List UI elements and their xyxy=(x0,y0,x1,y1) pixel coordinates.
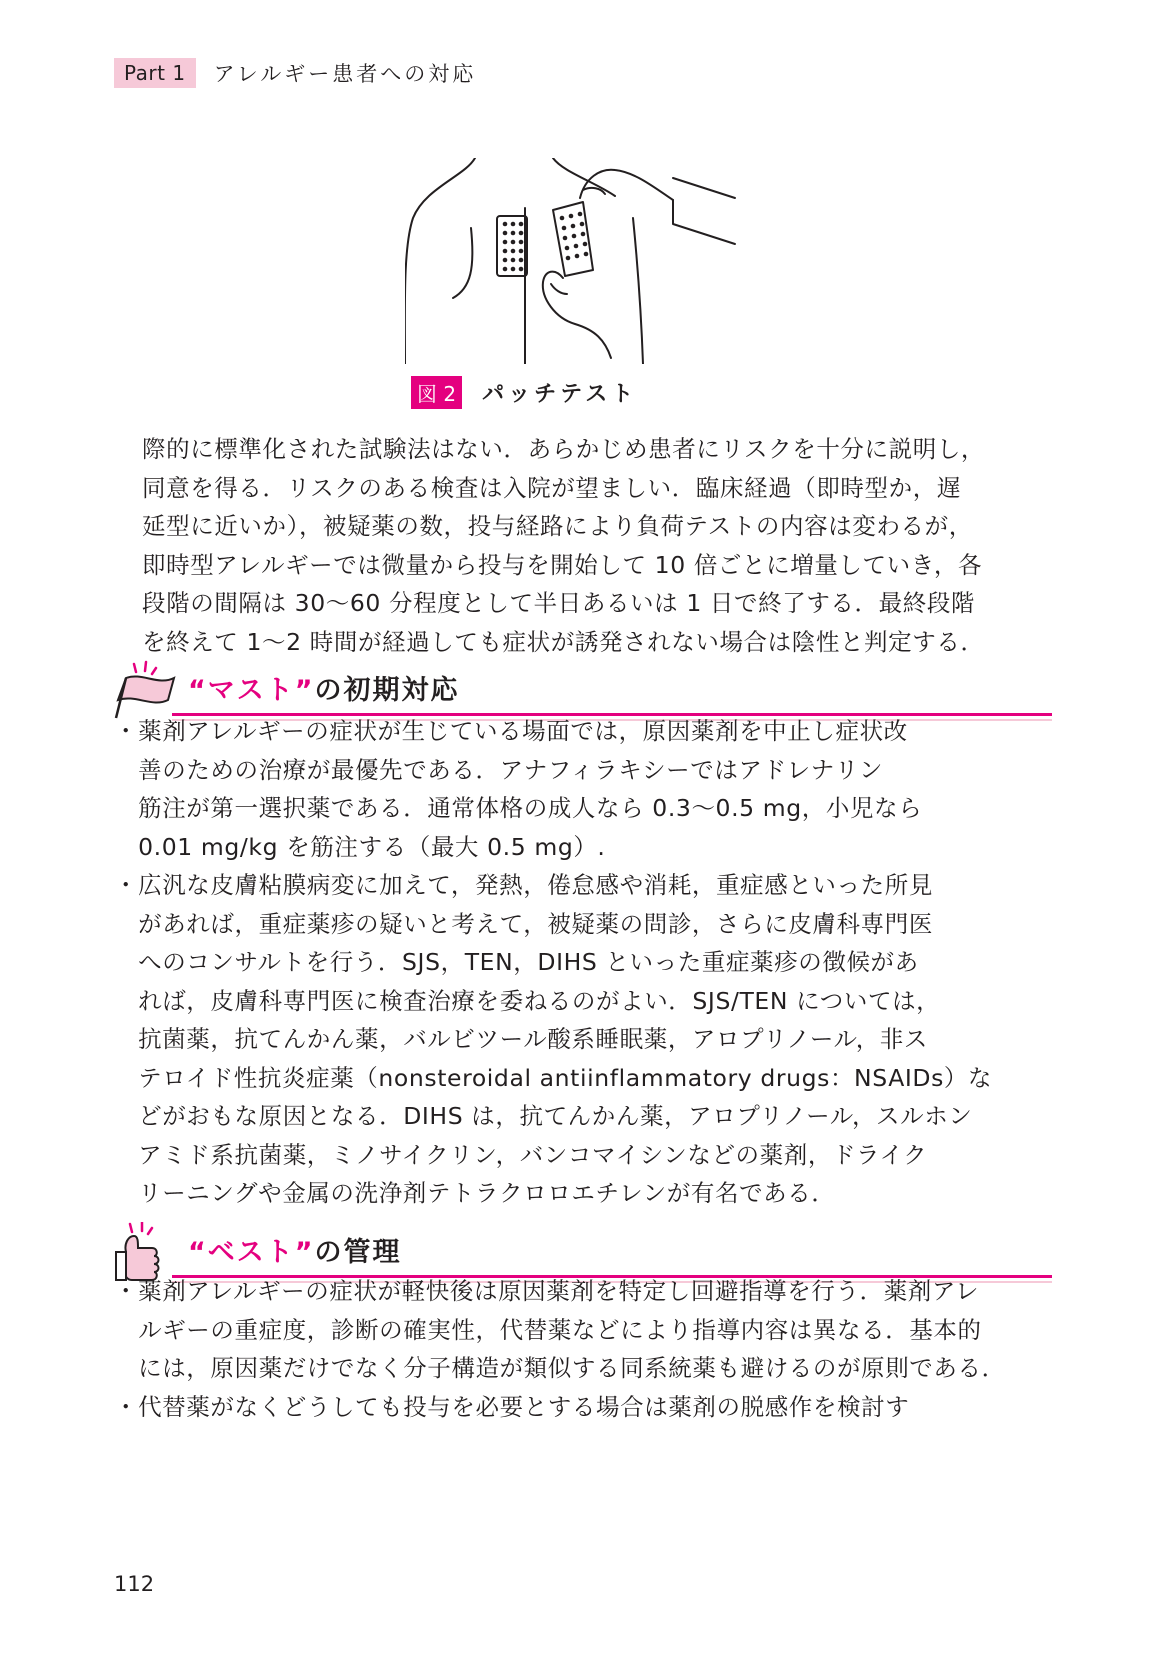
section1-body xyxy=(114,712,1054,1213)
text-line: 同意を得る．リスクのある検査は入院が望ましい．臨床経過（即時型か，遅 xyxy=(142,473,961,502)
part-title: アレルギー患者への対応 xyxy=(213,62,477,86)
intro-paragraph xyxy=(142,430,1062,661)
text-line: リーニングや金属の洗浄剤テトラクロロエチレンが有名である． xyxy=(114,1179,836,1207)
text-line: 延型に近いか），被疑薬の数，投与経路により負荷テストの内容は変わるが， xyxy=(142,512,973,540)
section-heading-must xyxy=(112,660,1052,716)
section-title xyxy=(188,1230,402,1269)
text-line: どがおもな原因となる．DIHS は，抗てんかん薬，アロプリノール，スルホン xyxy=(114,1102,973,1130)
list-item xyxy=(114,712,1054,866)
text-line: ・薬剤アレルギーの症状が軽快後は原因薬剤を特定し回避指導を行う．薬剤アレ xyxy=(114,1277,980,1305)
figure-title: パッチテスト xyxy=(482,382,638,407)
flag-icon xyxy=(112,660,182,720)
text-line: 即時型アレルギーでは微量から投与を開始して 10 倍ごとに増量していき，各 xyxy=(142,550,983,579)
section-heading-best xyxy=(112,1222,1052,1278)
text-line: があれば，重症薬疹の疑いと考えて，被疑薬の問診，さらに皮膚科専門医 xyxy=(114,909,933,938)
text-line: 善のための治療が最優先である．アナフィラキシーではアドレナリン xyxy=(114,755,884,784)
figure-caption xyxy=(411,376,637,409)
section-title-text: の管理 xyxy=(314,1237,402,1268)
text-line: アミド系抗菌薬，ミノサイクリン，バンコマイシンなどの薬剤，ドライク xyxy=(114,1140,928,1169)
text-line: ルギーの重症度，診断の確実性，代替薬などにより指導内容は異なる．基本的 xyxy=(114,1315,982,1344)
list-item xyxy=(114,1272,1054,1388)
section-title-highlight: “マスト” xyxy=(188,675,315,706)
text-line: ・薬剤アレルギーの症状が生じている場面では，原因薬剤を中止し症状改 xyxy=(114,717,908,745)
text-line: れば，皮膚科専門医に検査治療を委ねるのがよい．SJS/TEN については， xyxy=(114,986,941,1015)
text-line: へのコンサルトを行う．SJS，TEN，DIHS といった重症薬疹の徴候があ xyxy=(114,948,919,976)
text-line: 筋注が第一選択薬である．通常体格の成人なら 0.3〜0.5 mg，小児なら xyxy=(114,794,923,822)
figure-number-tag: 図 2 xyxy=(411,376,462,409)
running-header xyxy=(114,58,476,88)
section-title-text: の初期対応 xyxy=(314,675,460,706)
text-line: テロイド性抗炎症薬（nonsteroidal antiinflammatory drugs：NSAIDs）な xyxy=(114,1063,993,1092)
list-item xyxy=(114,866,1054,1213)
patch-test-illustration xyxy=(405,158,765,364)
page-number: 112 xyxy=(114,1572,155,1596)
text-line: を終えて 1〜2 時間が経過しても症状が誘発されない場合は陰性と判定する． xyxy=(142,627,985,656)
text-line: 0.01 mg/kg を筋注する（最大 0.5 mg）. xyxy=(114,832,606,861)
text-line: ・広汎な皮膚粘膜病変に加えて，発熱，倦怠感や消耗，重症感といった所見 xyxy=(114,871,933,899)
part-tag: Part 1 xyxy=(114,58,196,88)
section-title-highlight: “ベスト” xyxy=(188,1237,315,1268)
section2-body xyxy=(114,1272,1054,1426)
text-line: 段階の間隔は 30〜60 分程度として半日あるいは 1 日で終了する．最終段階 xyxy=(142,589,976,617)
text-line: には，原因薬だけでなく分子構造が類似する同系統薬も避けるのが原則である． xyxy=(114,1354,1006,1382)
list-item xyxy=(114,1388,1054,1427)
text-line: ・代替薬がなくどうしても投与を必要とする場合は薬剤の脱感作を検討す xyxy=(114,1392,910,1421)
section-title xyxy=(188,668,460,707)
text-line: 抗菌薬，抗てんかん薬，バルビツール酸系睡眠薬，アロプリノール，非ス xyxy=(114,1025,928,1053)
text-line: 際的に標準化された試験法はない．あらかじめ患者にリスクを十分に説明し， xyxy=(142,435,986,463)
